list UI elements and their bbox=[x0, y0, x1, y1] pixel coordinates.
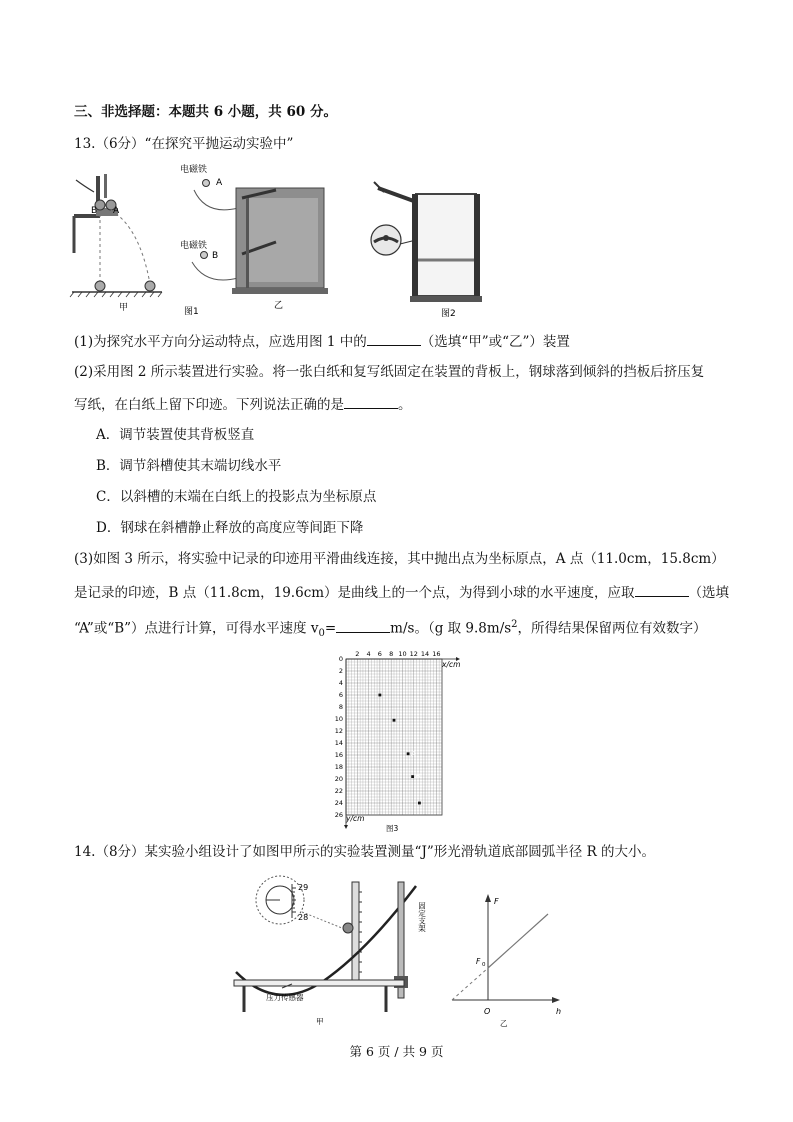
option-a: A．调节装置使其背板竖直 bbox=[96, 427, 255, 443]
q13-part3-unit: m/s。（g 取 9.8m/s bbox=[390, 620, 512, 637]
fig3-chart bbox=[324, 645, 474, 835]
label-electromagnet-b: 电磁铁 bbox=[180, 241, 208, 251]
q13-part2-text-end: 。 bbox=[398, 397, 412, 413]
q13-part3-line2 bbox=[74, 585, 729, 601]
fig1-jia-apparatus bbox=[70, 174, 162, 297]
fig3-x-tick-label: 8 bbox=[389, 650, 394, 658]
fig-yi-graph bbox=[452, 894, 561, 1028]
fig3-xlabel: x/cm bbox=[442, 660, 461, 669]
q13-part3-line3 bbox=[74, 620, 707, 639]
label-sensor: 压力传感器 bbox=[266, 993, 304, 1002]
q13-part3-text-b: （选填 bbox=[688, 585, 730, 601]
q13-part3-text-c: “A”或“B”）点进行计算，可得水平速度 v bbox=[74, 620, 319, 637]
fig3-y-tick-label: 16 bbox=[334, 751, 343, 760]
q13-figures bbox=[66, 158, 586, 318]
scale-29: 29 bbox=[298, 883, 309, 892]
label-h-axis: h bbox=[556, 1007, 562, 1016]
g-superscript: 2 bbox=[511, 619, 518, 630]
fig3-y-tick-label: 10 bbox=[334, 715, 343, 724]
fig-jia-apparatus bbox=[234, 876, 427, 1026]
fig3-y-tick-label: 24 bbox=[334, 799, 343, 808]
fig3-x-tick-label: 4 bbox=[366, 650, 371, 658]
q13-part1-text-end: （选填“甲”或“乙”）装置 bbox=[420, 334, 570, 350]
q13-part2-line2 bbox=[74, 397, 412, 413]
fig3-data-point bbox=[393, 719, 396, 722]
label-small-a: A bbox=[113, 206, 120, 216]
fig3-y-tick-label: 6 bbox=[338, 691, 343, 700]
fig3-title: 图3 bbox=[386, 824, 399, 833]
fig3-point-label: A bbox=[411, 749, 416, 758]
fig3-y-arrow bbox=[344, 825, 348, 829]
fig3-grid bbox=[344, 657, 460, 829]
fig3-y-tick-label: 2 bbox=[338, 667, 343, 676]
q13-part2-text: 写纸，在白纸上留下印迹。下列说法正确的是 bbox=[74, 397, 344, 413]
q13-part3-text: 是记录的印迹，B 点（11.8cm，19.6cm）是曲线上的一个点，为得到小球的水平速度，应取 bbox=[74, 585, 635, 601]
fig3-x-tick-label: 14 bbox=[420, 650, 430, 658]
fig3-x-tick-label: 12 bbox=[409, 650, 418, 658]
fig3-y-tick-label: 14 bbox=[334, 739, 343, 748]
label-fig2: 图2 bbox=[441, 309, 456, 318]
fig3-point-label: B bbox=[415, 772, 421, 781]
fig3-x-tick-label: 10 bbox=[398, 650, 407, 658]
label-f-axis: F bbox=[494, 897, 499, 906]
label-f0-sub: 0 bbox=[482, 962, 486, 968]
q13-part3-blank2[interactable] bbox=[336, 621, 390, 633]
q13-part3-line1: (3)如图 3 所示，将实验中记录的印迹用平滑曲线连接，其中抛出点为坐标原点，A 点（11.0cm，15.8cm） bbox=[74, 551, 725, 567]
v0-subscript: 0 bbox=[318, 628, 325, 640]
fig3-data-point bbox=[418, 802, 421, 805]
fig3-data-point bbox=[378, 694, 381, 697]
q13-part1-text: (1)为探究水平方向分运动特点，应选用图 1 中的 bbox=[74, 334, 367, 350]
fig2-apparatus bbox=[371, 182, 482, 302]
fig3-data-point bbox=[411, 775, 414, 778]
scale-28: 28 bbox=[298, 913, 309, 922]
q13-part2-line1: (2)采用图 2 所示装置进行实验。将一张白纸和复写纸固定在装置的背板上，钢球落到倾斜的挡板后挤压复 bbox=[74, 364, 705, 380]
label-jia: 甲 bbox=[119, 303, 129, 313]
fig1-yi-apparatus bbox=[232, 188, 328, 294]
section-heading: 三、非选择题：本题共 6 小题，共 60 分。 bbox=[74, 104, 337, 120]
label-b: B bbox=[212, 251, 219, 261]
q13-part3-blank1[interactable] bbox=[635, 585, 689, 597]
q13-title: 13.（6分）“在探究平抛运动实验中” bbox=[74, 136, 294, 152]
label-q14-yi: 乙 bbox=[500, 1019, 508, 1028]
option-d: D．钢球在斜槽静止释放的高度应等间距下降 bbox=[96, 520, 364, 536]
fig3-y-tick-label: 18 bbox=[334, 763, 343, 772]
fig3-y-tick-label: 12 bbox=[334, 727, 343, 736]
q14-figures bbox=[226, 872, 586, 1032]
fig3-x-tick-label: 16 bbox=[432, 650, 441, 658]
label-a: A bbox=[216, 178, 223, 188]
fig3-y-tick-label: 8 bbox=[338, 703, 343, 712]
q13-part1-blank[interactable] bbox=[367, 334, 421, 346]
fig3-x-tick-label: 2 bbox=[355, 650, 360, 658]
page-footer: 第 6 页 / 共 9 页 bbox=[349, 1044, 444, 1059]
fig3-y-ticks bbox=[335, 655, 343, 819]
q13-part2-blank[interactable] bbox=[344, 397, 398, 409]
fig3-y-tick-label: 20 bbox=[334, 775, 343, 784]
fig3-y-tick-label: 26 bbox=[334, 811, 343, 820]
fig3-y-tick-label: 0 bbox=[338, 655, 343, 664]
fig3-x-tick-label: 6 bbox=[377, 650, 382, 658]
q13-part3-end: ，所得结果保留两位有效数字） bbox=[517, 620, 707, 637]
fig3-y-tick-label: 22 bbox=[334, 787, 343, 796]
label-electromagnet-a: 电磁铁 bbox=[180, 165, 208, 175]
fig3-x-ticks bbox=[355, 650, 440, 658]
option-c: C．以斜槽的末端在白纸上的投影点为坐标原点 bbox=[96, 489, 377, 505]
q14-title: 14.（8分）某实验小组设计了如图甲所示的实验装置测量“J”形光滑轨道底部圆弧半径 R 的大小。 bbox=[74, 844, 656, 860]
label-small-b: B bbox=[91, 206, 98, 216]
label-fig1: 图1 bbox=[184, 307, 199, 317]
fig3-data-point bbox=[407, 752, 410, 755]
label-yi: 乙 bbox=[274, 301, 284, 311]
label-q14-jia: 甲 bbox=[316, 1017, 324, 1026]
q13-part1 bbox=[74, 334, 570, 350]
option-b: B．调节斜槽使其末端切线水平 bbox=[96, 458, 282, 474]
label-f0: F bbox=[476, 957, 481, 966]
label-stand: 固定支架 bbox=[417, 902, 427, 932]
fig3-ylabel: y/cm bbox=[346, 814, 365, 823]
label-origin: O bbox=[484, 1007, 491, 1016]
fig3-y-tick-label: 4 bbox=[338, 679, 343, 688]
q13-part3-eq: = bbox=[324, 620, 337, 637]
